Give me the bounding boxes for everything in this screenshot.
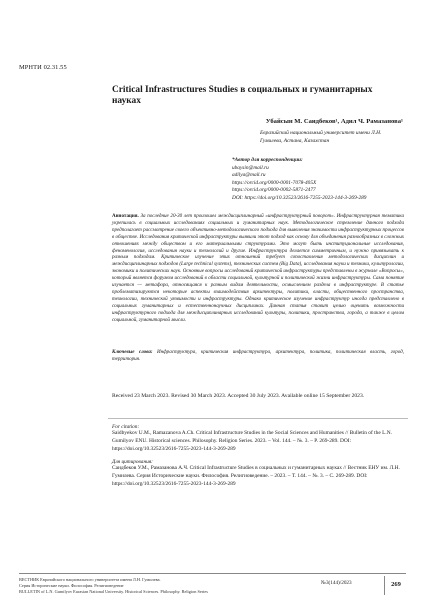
keywords-text: Инфраструктура, критическая инфраструктура, архитектура, политика, политическая власть, город, территория.: [112, 349, 404, 362]
mrnti-code: МРНТИ 02.31.55: [19, 64, 67, 71]
author-affiliation: Евразийский национальный университет имени Л.Н. Гумилева, Астана, Казахстан: [260, 130, 382, 144]
submission-dates: Received 23 March 2023. Revised 30 March 2023. Accepted 30 July 2023. Available online 15 September 2023.: [112, 393, 365, 399]
article-authors: Убайсын М. Саидбеков¹, Адил Ч. Рамазанова¹: [265, 118, 403, 125]
article-title: Critical Infrastructures Studies в социальных и гуманитарных науках: [112, 85, 373, 106]
author-contacts: [232, 157, 404, 203]
doi-link[interactable]: DOI: https://doi.org/10.32523/2616-7255-2023-144-3-269-289: [232, 194, 367, 201]
journal-name-en: BULLETIN of L.N. Gumilyov Eurasian National University. Historical Sciences. Philosophy. Religion Series: [19, 588, 208, 594]
keywords: [112, 349, 404, 363]
abstract: [112, 213, 404, 324]
journal-info: [19, 577, 299, 594]
citation-text-ru: Саидбеков У.М., Рамазанова А.Ч. Critical Infrastructure Studies в социальных и гуманитарных науках // Вестник ЕНУ им. Л.Н. Гумилева. Серия Исторические науки. Философия. Религиоведение. – 2023. – Т. 144. – №. 3. – С. 269-289. DOI: https://doi.org/10.32523/2616-7255-2023-144-3-269-289: [112, 464, 400, 487]
abstract-label: Аннотация.: [112, 213, 139, 219]
citation-box: [108, 418, 408, 569]
citation-heading-ru: Для цитирования:: [112, 458, 153, 465]
page-footer: [19, 573, 406, 594]
abstract-text: За последние 20-30 лет произошел междисциплинарный «инфраструктурный поворот». Инфраструктурная тематика укрепилась в социальных исследованиях социальных и гуманитарных наук. Методологическое стремление данного подхода предполагает рассмотрение своего объективно-методологического подхода для выявления значимости инфраструктурных процессов в обществе. Исследования критической инфраструктуры выявили этот подход как основу для объединения разнообразных в сложных отношениях между обществом и его материальными структурами. Это могут быть институциональные исследования, феноменология, исследования науки и технологий и другие. Инфраструктура делается симметричным, и нужно привязывать к разным подходам. Критическое изучение этих отношений требует сопоставления методологических дисциплин и междисциплинарных подходов (Large technical systems), технических систем (Big Data), исследования науки и техники, культурологии, экономики и политических наук. Основные вопросы исследований критической инфраструктуры представлены в журнале «Вопросы», который является форумом исследований в области социальной, культурной и политической жизни инфраструктуры. Сама понятие изучается — метафора, относящаяся к разным видам деятельности, осмыслением раздела в инфраструктуре. В статье проблематизируются некоторые аспекты взаимодействия архитектуры, политики, власти, общественного пространства, технологии, технической уязвимости и инфраструктуры. Однако критическое изучение инфраструктур иногда представлено в социальных гуманитарных и естественнонаучных дисциплинах. Данная статья ставит целью оценить возможности инфраструктурного подхода для междисциплинарных исследований культуры, политики, пространства, города, а также в целом социальной, гуманитарной мысли.: [112, 213, 404, 323]
orcid-link-1[interactable]: https://orcid.org/0000-0001-7078-405X: [232, 179, 317, 186]
keywords-label: Ключевые слова:: [112, 349, 153, 355]
email-link-1[interactable]: ubaysin@mail.ru: [232, 164, 269, 171]
email-link-2[interactable]: adilya@mail.ru: [232, 172, 266, 179]
orcid-link-2[interactable]: https://orcid.org/0000-0002-5871-2477: [232, 187, 316, 194]
journal-series-ru: Серия Исторические науки. Философия. Религиоведение: [19, 582, 124, 588]
issue-number: №3(144)/2023: [321, 580, 352, 586]
page-number: 269: [384, 576, 407, 595]
corresponding-label: *Автор для корреспонденции:: [232, 157, 303, 163]
citation-heading-en: For citation:: [112, 424, 140, 430]
citation-text-en: Saidbyekov U.M., Ramazanova A.Ch. Critical Infrastructure Studies in the Social Sciences and Humanities // Bulletin of the L.N. Gumilyov ENU. Historical sciences. Philosophy. Religion Series. 2023. – Vol. 144. – №. 3. – P. 269-289. DOI: https://doi.org/10.32523/2616-7255-2023-144-3-269-289: [112, 430, 392, 452]
journal-name-ru: ВЕСТНИК Евразийского национального университета имени Л.Н. Гумилева.: [19, 577, 161, 582]
